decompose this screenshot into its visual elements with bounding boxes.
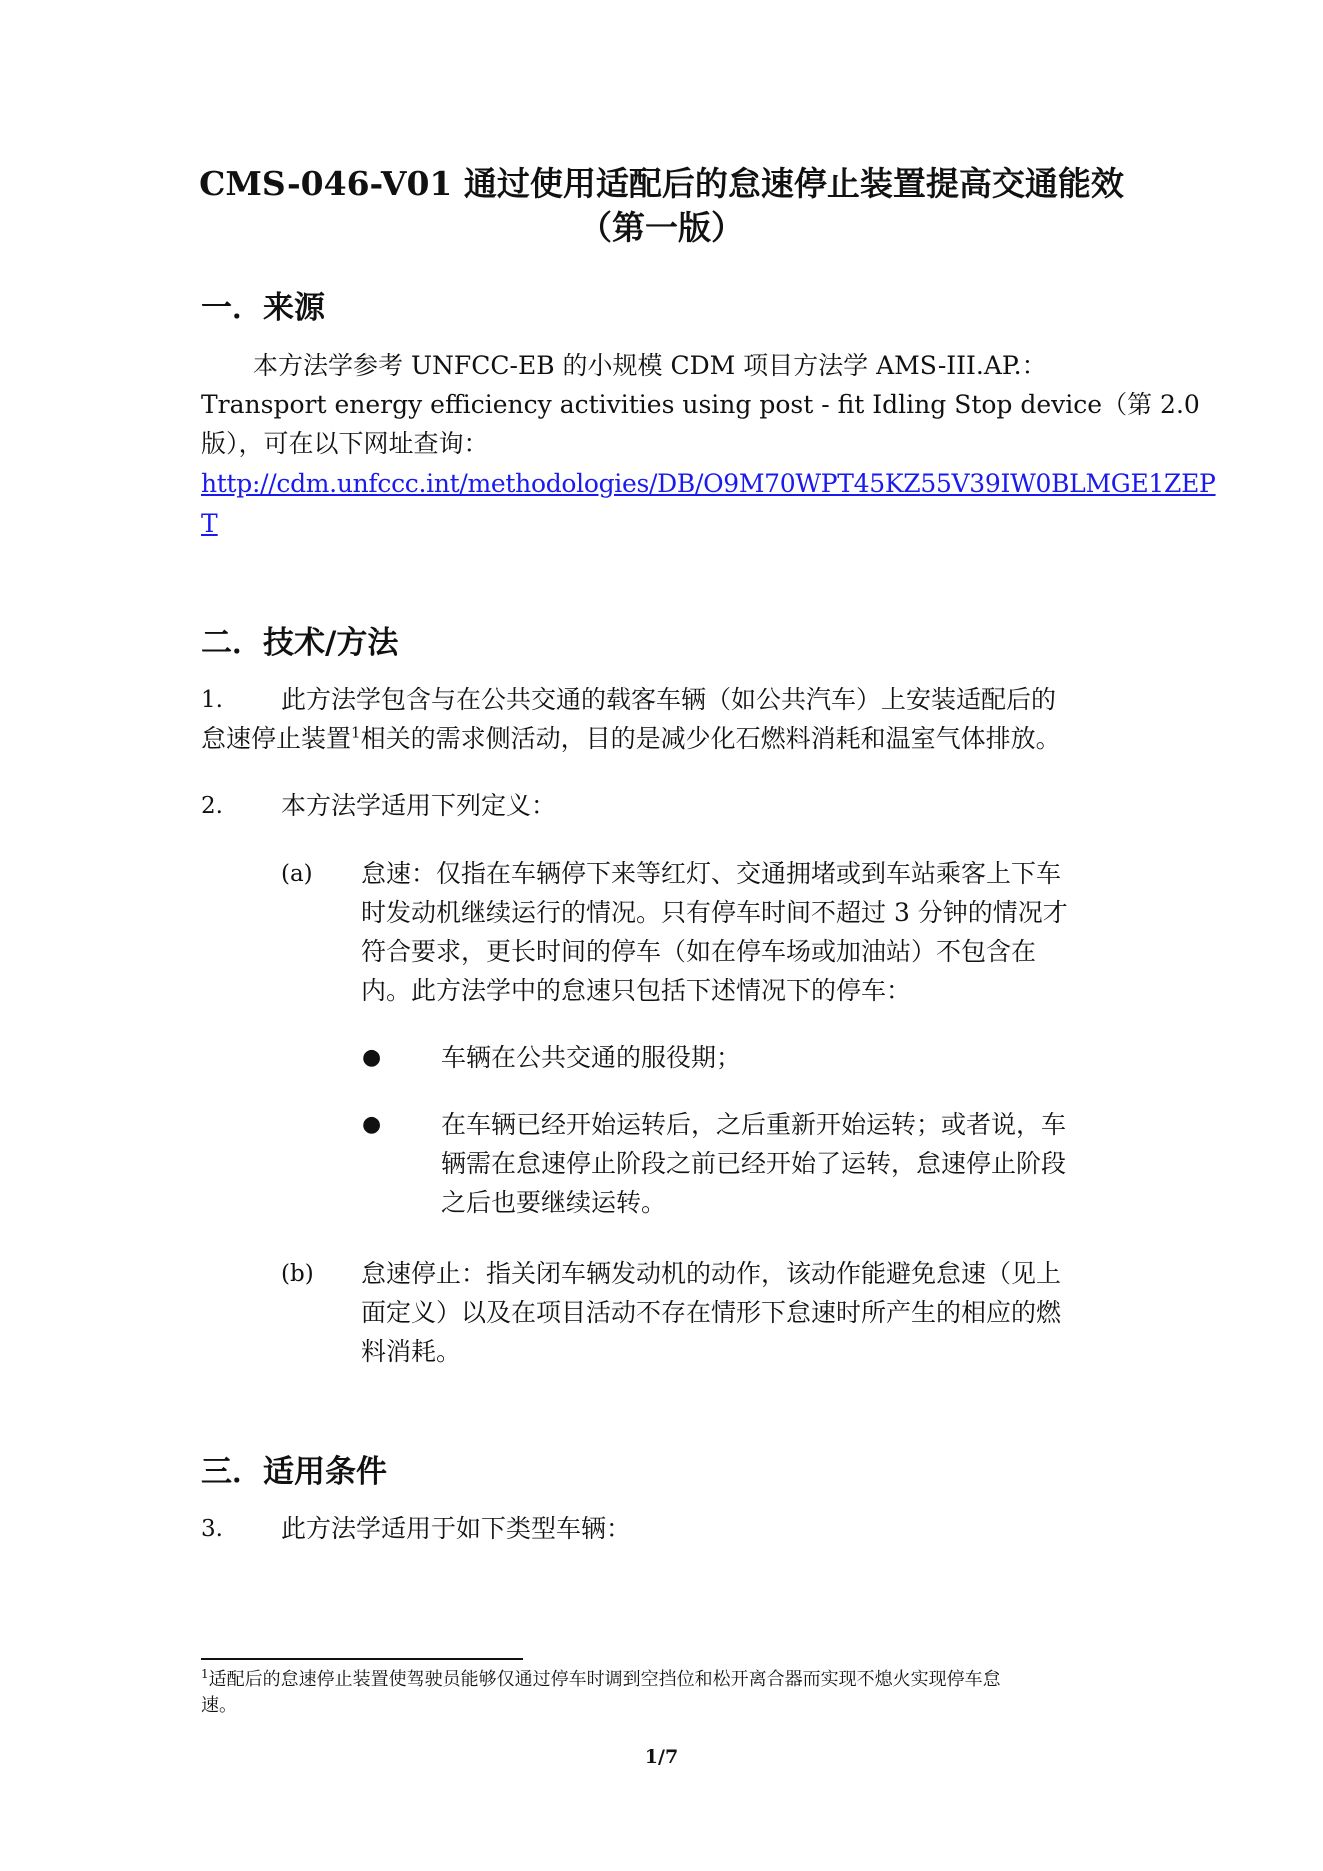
page-number: 1/7 xyxy=(644,1746,679,1768)
item-label-a: (a) xyxy=(281,861,313,887)
bullet-2-line-3: 之后也要继续运转。 xyxy=(441,1188,667,1217)
bullet-2-line-1: 在车辆已经开始运转后，之后重新开始运转；或者说，车 xyxy=(441,1110,1067,1139)
footnote-line-1: $^1$适配后的怠速停止装置使驾驶员能够仅通过停车时调到空挡位和松开离合器而实现不熄火实现停车怠 xyxy=(201,1667,1001,1690)
item-b-line-2: 面定义）以及在项目活动不存在情形下怠速时所产生的相应的燃 xyxy=(361,1298,1062,1327)
source-line-3: 版），可在以下网址查询： xyxy=(201,429,489,458)
source-line-1: 本方法学参考 UNFCC-EB 的小规模 CDM 项目方法学 AMS-III.AP.： xyxy=(253,351,1047,380)
source-url-link[interactable]: http://cdm.unfccc.int/methodologies/DB/O9M70WPT45KZ55V39IW0BLMGE1ZEP xyxy=(201,469,1216,498)
paragraph-1-line-2: 怠速停止装置$^1$相关的需求侧活动，目的是减少化石燃料消耗和温室气体排放。 xyxy=(201,723,1061,753)
paragraph-number-1: 1. xyxy=(201,687,223,713)
item-a-line-3: 符合要求，更长时间的停车（如在停车场或加油站）不包含在 xyxy=(361,937,1037,966)
paragraph-number-3: 3. xyxy=(201,1516,223,1542)
paragraph-number-2: 2. xyxy=(201,793,223,819)
source-line-2: Transport energy efficiency activities using post - fit Idling Stop device（第 2.0 xyxy=(201,390,1200,419)
item-a-line-1: 怠速：仅指在车辆停下来等红灯、交通拥堵或到车站乘客上下车 xyxy=(361,859,1062,888)
footnote-reference[interactable]: 1 xyxy=(351,723,361,742)
item-a-line-4: 内。此方法学中的怠速只包括下述情况下的停车： xyxy=(361,976,912,1005)
bullet-icon: ● xyxy=(362,1045,382,1070)
paragraph-2-text: 本方法学适用下列定义： xyxy=(281,791,557,820)
item-label-b: (b) xyxy=(281,1261,314,1287)
item-b-line-1: 怠速停止：指关闭车辆发动机的动作，该动作能避免怠速（见上 xyxy=(361,1259,1062,1288)
footnote-divider xyxy=(201,1658,523,1660)
footnote-line-2: 速。 xyxy=(201,1695,237,1716)
document-subtitle: （第一版） xyxy=(579,208,744,247)
paragraph-1-line-1: 此方法学包含与在公共交通的载客车辆（如公共汽车）上安装适配后的 xyxy=(281,685,1057,714)
item-a-line-2: 时发动机继续运行的情况。只有停车时间不超过 3 分钟的情况才 xyxy=(361,898,1068,927)
item-b-line-3: 料消耗。 xyxy=(361,1337,462,1366)
bullet-2-line-2: 辆需在怠速停止阶段之前已经开始了运转，怠速停止阶段 xyxy=(441,1149,1067,1178)
document-title: CMS-046-V01 通过使用适配后的怠速停止装置提高交通能效 xyxy=(199,164,1124,203)
section-heading-source: 一．来源 xyxy=(201,290,325,326)
bullet-1-text: 车辆在公共交通的服役期； xyxy=(441,1043,742,1072)
bullet-icon: ● xyxy=(362,1112,382,1137)
source-url-link-continued[interactable]: T xyxy=(201,509,218,538)
section-heading-technology: 二．技术/方法 xyxy=(201,625,399,661)
section-heading-applicability: 三．适用条件 xyxy=(201,1454,387,1490)
paragraph-3-text: 此方法学适用于如下类型车辆： xyxy=(281,1514,632,1543)
